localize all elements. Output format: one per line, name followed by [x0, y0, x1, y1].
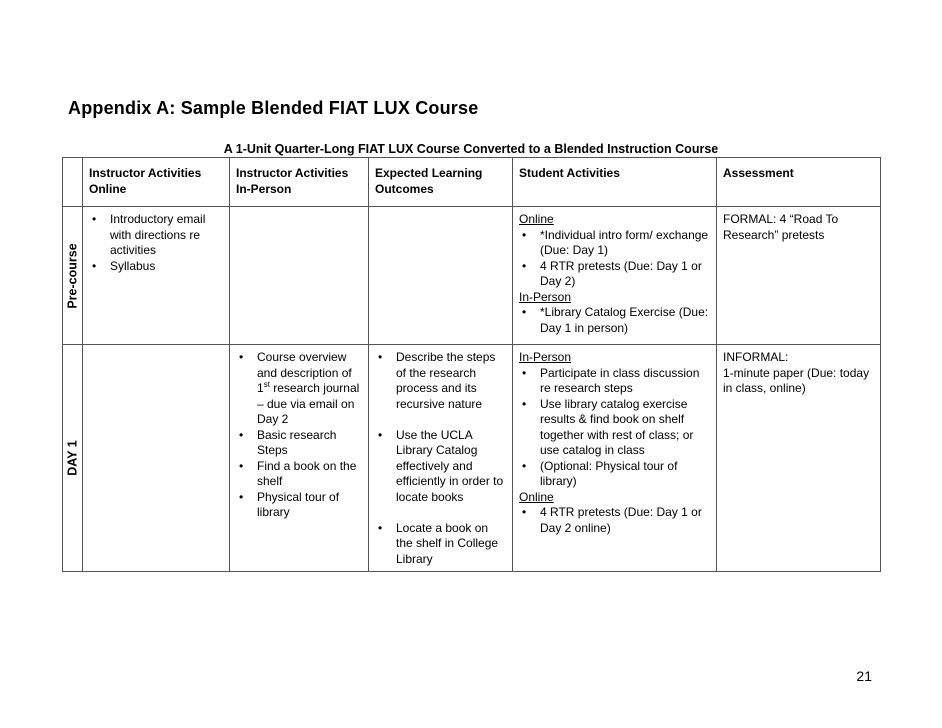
inperson-subheading: In-Person: [519, 289, 572, 304]
row-label-day1: DAY 1: [63, 345, 83, 572]
online-subheading: Online: [519, 212, 554, 226]
list-item: • Locate a book on the shelf in College Library: [375, 521, 506, 568]
list-item: • 4 RTR pretests (Due: Day 1 or Day 2): [519, 259, 710, 290]
header-expected-outcomes: Expected Learning Outcomes: [369, 158, 513, 207]
assessment-text: INFORMAL:: [723, 350, 789, 364]
list-item: • *Library Catalog Exercise (Due: Day 1 in person): [519, 305, 710, 336]
table-row: [63, 207, 881, 345]
list-item: • Use library catalog exercise results & find book on shelf together with rest of class; or use catalog in class: [519, 397, 710, 459]
header-student-activities: Student Activities: [513, 158, 717, 207]
list-item: • Course overview and description of 1st research journal – due via email on Day 2: [236, 350, 362, 428]
list-item: • Participate in class discussion re research steps: [519, 366, 710, 397]
day1-instructor-inperson: [230, 345, 369, 572]
table-row: [63, 345, 881, 572]
list-item: • Describe the steps of the research process and its recursive nature: [375, 350, 506, 412]
header-assessment: Assessment: [717, 158, 881, 207]
list-item: • Find a book on the shelf: [236, 459, 362, 490]
day1-student-activities: [513, 345, 717, 572]
header-instructor-inperson: Instructor Activities In-Person: [230, 158, 369, 207]
day1-outcomes: [369, 345, 513, 572]
day1-instructor-online: [83, 345, 230, 572]
row-label-precourse: Pre-course: [63, 207, 83, 345]
precourse-instructor-inperson: [230, 207, 369, 345]
header-instructor-online: Instructor Activities Online: [83, 158, 230, 207]
day1-assessment: [717, 345, 881, 572]
appendix-heading: Appendix A: Sample Blended FIAT LUX Course: [68, 98, 479, 118]
list-item: • 4 RTR pretests (Due: Day 1 or Day 2 online): [519, 505, 710, 536]
course-table: [62, 157, 881, 572]
assessment-text: FORMAL: 4 “Road To Research” pretests: [723, 212, 839, 242]
list-item: • (Optional: Physical tour of library): [519, 459, 710, 490]
online-subheading: Online: [519, 489, 554, 504]
list-item: • Introductory email with directions re activities: [89, 212, 223, 259]
inperson-subheading: In-Person: [519, 350, 572, 364]
header-corner: [63, 158, 83, 207]
precourse-outcomes: [369, 207, 513, 345]
table-caption: A 1-Unit Quarter-Long FIAT LUX Course Converted to a Blended Instruction Course: [223, 142, 719, 156]
list-item: • Physical tour of library: [236, 490, 362, 521]
precourse-assessment: [717, 207, 881, 345]
precourse-instructor-online: [83, 207, 230, 345]
list-item: • Basic research Steps: [236, 428, 362, 459]
page-number: 21: [856, 668, 872, 684]
assessment-text: 1-minute paper (Due: today in class, online): [723, 365, 870, 395]
precourse-student-activities: [513, 207, 717, 345]
list-item: • *Individual intro form/ exchange (Due: Day 1): [519, 228, 710, 259]
list-item: • Use the UCLA Library Catalog effectively and efficiently in order to locate books: [375, 428, 506, 506]
list-item: • Syllabus: [89, 259, 223, 275]
header-row: [63, 158, 881, 207]
